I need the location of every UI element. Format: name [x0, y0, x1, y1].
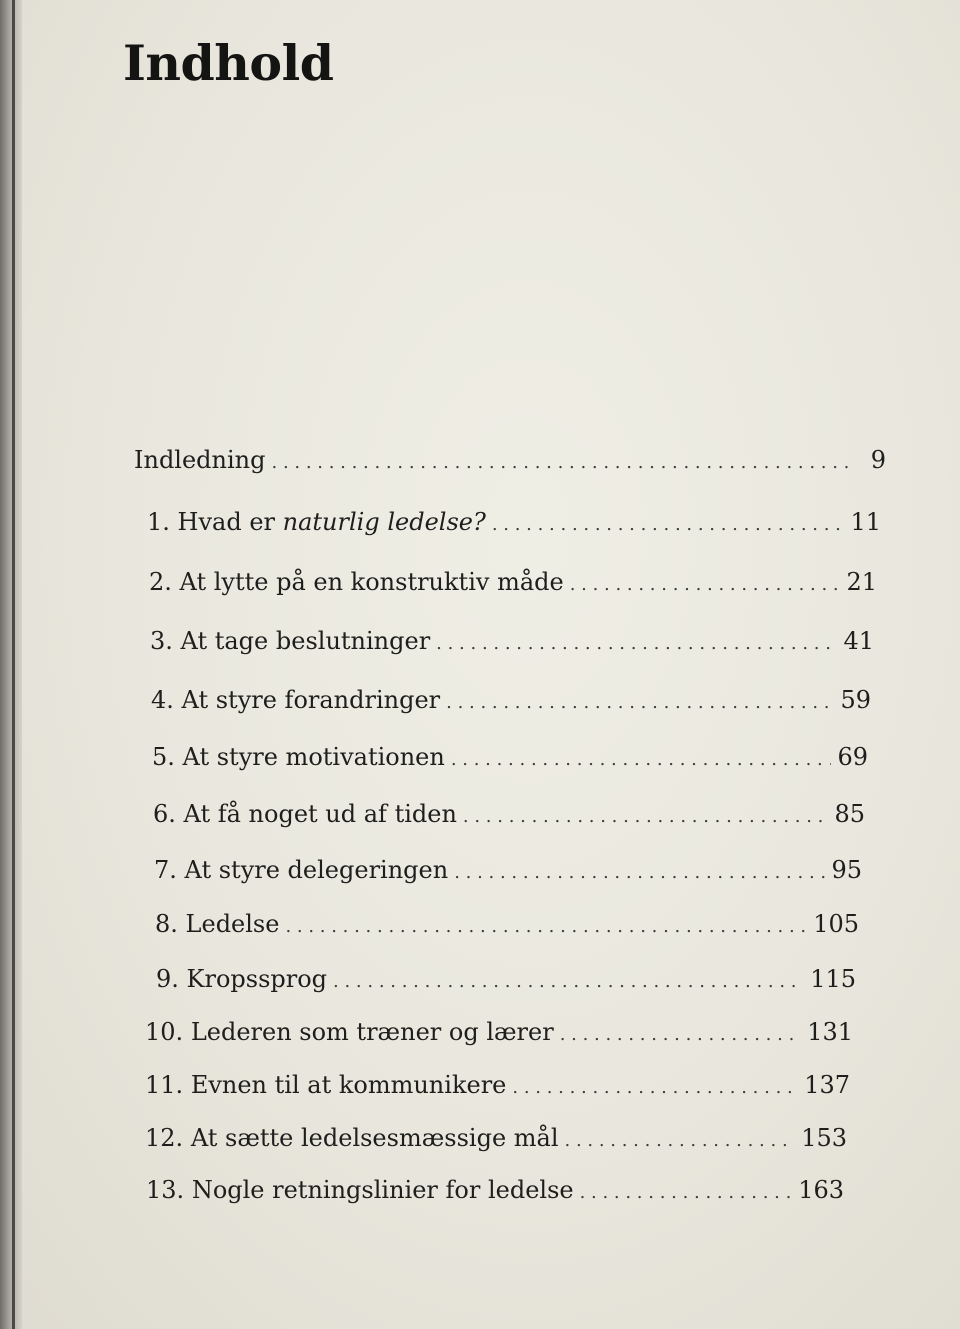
toc-entry-title: At sætte ledelsesmæssige mål	[190, 1124, 559, 1152]
toc-entry-title: Kropssprog	[186, 965, 328, 993]
toc-entry-page: 85	[834, 800, 865, 828]
toc-entry-title: At styre forandringer	[181, 686, 441, 714]
toc-entry-title: Lederen som træner og lærer	[190, 1018, 554, 1046]
dot-leader	[333, 971, 804, 992]
dot-leader	[580, 1182, 793, 1203]
toc-entry-title: Indledning	[134, 446, 266, 474]
toc-entry-title: At styre motivationen	[182, 743, 445, 771]
dot-leader	[285, 916, 807, 937]
toc-entry-number: 7.	[154, 856, 177, 884]
toc-entry-number: 12.	[145, 1124, 184, 1152]
dot-leader	[463, 806, 829, 827]
toc-entry	[155, 910, 859, 944]
toc-entry-number: 5.	[152, 743, 175, 771]
dot-leader	[512, 1077, 798, 1098]
toc-entry-label	[150, 627, 430, 655]
toc-entry-page: 115	[810, 965, 856, 993]
dot-leader	[570, 574, 841, 595]
toc-entry	[156, 965, 856, 999]
toc-entry-title: Evnen til at kommunikere	[190, 1071, 507, 1099]
toc-entry-label	[134, 446, 266, 474]
toc-entry-page: 69	[837, 743, 868, 771]
toc-entry-page: 95	[831, 856, 862, 884]
dot-leader	[446, 692, 834, 713]
dot-leader	[451, 749, 832, 770]
toc-entry-number: 9.	[156, 965, 179, 993]
dot-leader	[565, 1130, 796, 1151]
toc-entry-label	[152, 743, 445, 771]
toc-entry-label	[156, 965, 327, 993]
toc-entry-label	[151, 686, 440, 714]
toc-entry-number: 11.	[145, 1071, 184, 1099]
toc-entry-page: 9	[870, 446, 886, 474]
toc-entry	[151, 686, 871, 720]
toc-entry-title: At lytte på en konstruktiv måde	[179, 568, 564, 596]
toc-entry-label	[145, 1018, 554, 1046]
toc-entry-page: 131	[807, 1018, 853, 1046]
toc-entry-label	[147, 508, 486, 536]
toc-entry-title: At tage beslutninger	[180, 627, 431, 655]
toc-entry-number: 2.	[149, 568, 172, 596]
toc-entry	[152, 743, 868, 777]
toc-entry-label	[149, 568, 564, 596]
toc-entry-title: Nogle retningslinier for ledelse	[191, 1176, 574, 1204]
toc-entry-label	[145, 1071, 506, 1099]
toc-entry-page: 41	[843, 627, 874, 655]
toc-entry-number: 13.	[146, 1176, 185, 1204]
toc-entry	[154, 856, 862, 890]
toc-entry-title: At styre delegeringen	[184, 856, 449, 884]
toc-entry-number: 3.	[150, 627, 173, 655]
page-title: Indhold	[123, 34, 334, 92]
toc-entry	[153, 800, 865, 834]
toc-entry-page: 163	[798, 1176, 844, 1204]
toc-entry-label	[154, 856, 448, 884]
dot-leader	[492, 514, 845, 535]
dot-leader	[272, 452, 851, 473]
toc-entry-label	[155, 910, 279, 938]
toc-entry-number: 8.	[155, 910, 178, 938]
dot-leader	[454, 862, 825, 883]
toc-entry-title: At få noget ud af tiden	[183, 800, 457, 828]
toc-entry-label	[145, 1124, 559, 1152]
toc-entry-label	[146, 1176, 574, 1204]
toc-entry-number: 10.	[145, 1018, 184, 1046]
toc-entry-label	[153, 800, 457, 828]
toc-entry	[145, 1018, 853, 1052]
toc-entry-number: 1.	[147, 508, 170, 536]
toc-entry	[145, 1071, 850, 1105]
dot-leader	[436, 633, 837, 654]
toc-entry-page: 105	[813, 910, 859, 938]
toc-entry-title: Ledelse	[185, 910, 280, 938]
toc-entry-page: 59	[840, 686, 871, 714]
toc-entry-page: 21	[846, 568, 877, 596]
toc-entry	[146, 1176, 844, 1210]
toc-entry-title-italic: naturlig ledelse?	[282, 508, 486, 536]
toc-entry-title: Hvad er	[177, 508, 283, 536]
dot-leader	[560, 1024, 801, 1045]
toc-entry	[145, 1124, 847, 1158]
toc-entry-number: 4.	[151, 686, 174, 714]
toc-entry-page: 137	[804, 1071, 850, 1099]
toc-entry	[147, 508, 881, 542]
toc-entry	[150, 627, 874, 661]
toc-entry	[149, 568, 877, 602]
toc-entry	[134, 446, 886, 480]
toc-entry-page: 11	[850, 508, 881, 536]
toc-entry-page: 153	[801, 1124, 847, 1152]
toc-entry-number: 6.	[153, 800, 176, 828]
